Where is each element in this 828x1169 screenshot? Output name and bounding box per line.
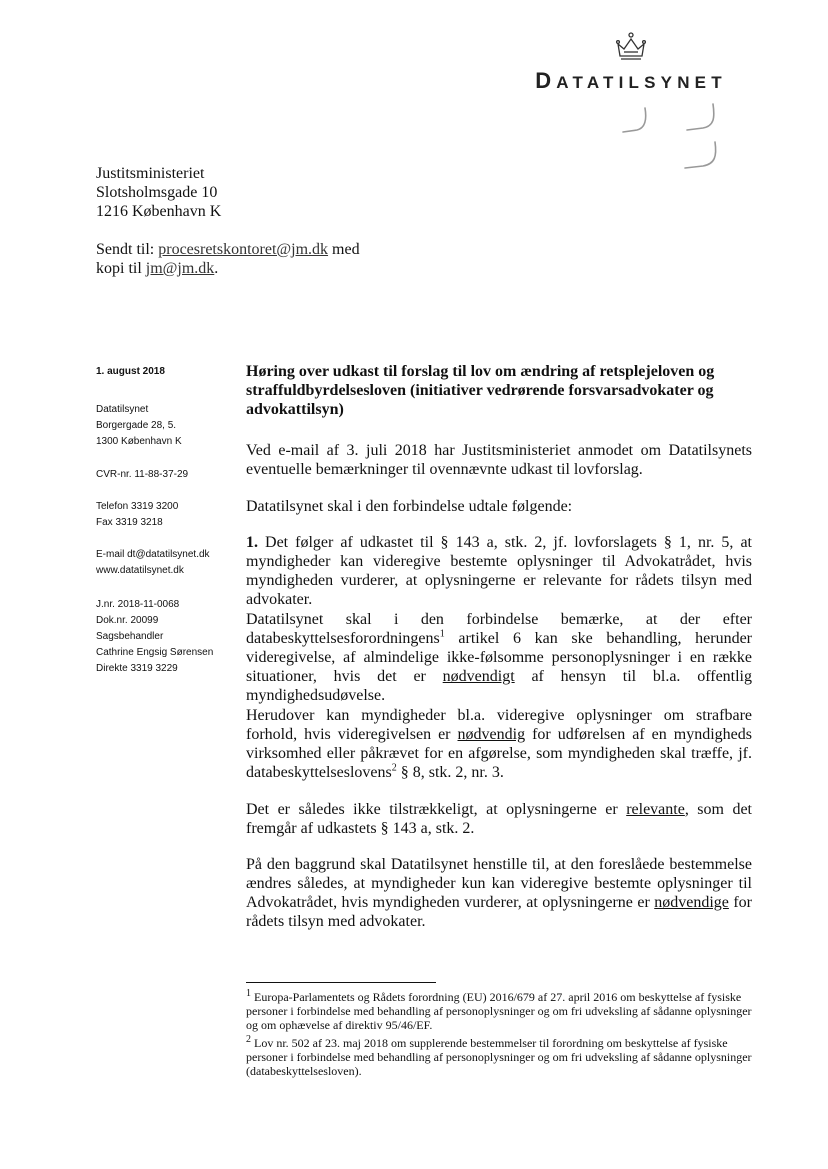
- paragraph: Datatilsynet skal i den forbindelse udtale følgende:: [246, 498, 573, 515]
- email-web: E-mail dt@datatilsynet.dk www.datatilsynet.dk: [96, 549, 210, 576]
- paragraph: Ved e-mail af 3. juli 2018 har Justitsministeriet anmodet om Datatilsynets eventuelle bemærkninger til ovennævnte udkast til lovforslag.: [246, 442, 752, 478]
- footnote-ref: 1: [439, 628, 445, 640]
- sender-address: Datatilsynet Borgergade 28, 5. 1300 København K: [96, 404, 182, 447]
- recipient-line: Justitsministeriet: [96, 165, 205, 182]
- sent-to-block: Sendt til: procesretskontoret@jm.dk med kopi til jm@jm.dk.: [96, 241, 360, 277]
- paragraph: Herudover kan myndigheder bl.a. videregive oplysninger om strafbare forhold, hvis videregivelsen er nødvendig for udførelsen af en myndigheds virksomhed eller påkrævet for en afgørelse, som myndigheden skal træffe, jf. databeskyttelseslovens$^2$ § 8, stk. 2, nr. 3.: [246, 707, 753, 781]
- email-link-jm[interactable]: jm@jm.dk: [145, 260, 215, 277]
- logo-wordmark: DATATILSYNET: [535, 68, 727, 93]
- datatilsynet-logo: [520, 30, 742, 94]
- paragraph: Det er således ikke tilstrækkeligt, at oplysningerne er relevante, som det fremgår af udkastets § 143 a, stk. 2.: [246, 801, 753, 837]
- recipient-address: [96, 164, 221, 221]
- footnote: $^2$ Lov nr. 502 af 23. maj 2018 om supplerende bestemmelser til forordning om beskyttelse af fysiske personer i forbindelse med behandling af personoplysninger og om fri udveksling af sådanne oplysninger (databeskyttelsesloven).: [246, 1034, 752, 1078]
- handwritten-marks-icon: [615, 100, 735, 180]
- recipient-line: 1216 København K: [96, 203, 222, 220]
- crown-icon: [614, 30, 648, 64]
- case-info: J.nr. 2018-11-0068 Dok.nr. 20099 Sagsbehandler Cathrine Engsig Sørensen Direkte 3319 3229: [96, 599, 214, 674]
- paragraph: 1. Det følger af udkastet til § 143 a, stk. 2, jf. lovforslagets § 1, nr. 5, at myndigheder kan videregive bestemte oplysninger til Advokatrådet, hvis myndigheden vurderer, at oplysningerne er relevante for rådets tilsyn med advokater.: [246, 534, 752, 608]
- letter-title: Høring over udkast til forslag til lov om ændring af retsplejeloven og straffuldbyrdelsesloven (initiativer vedrørende forsvarsadvokater og advokattilsyn): [246, 363, 715, 418]
- email-link-processret[interactable]: procesretskontoret@jm.dk: [158, 241, 329, 258]
- cvr-number: CVR-nr. 11-88-37-29: [96, 469, 189, 480]
- paragraph: På den baggrund skal Datatilsynet henstille til, at den foreslåede bestemmelse ændres således, at myndigheder kun kan videregive bestemte oplysninger til Advokatrådet, hvis myndigheden vurderer, at oplysningerne er nødvendige for rådets tilsyn med advokater.: [246, 856, 753, 930]
- recipient-line: Slotsholmsgade 10: [96, 184, 218, 201]
- footnote-ref: 2: [391, 762, 397, 774]
- letter-date: 1. august 2018: [96, 366, 165, 377]
- footnote: $^1$ Europa-Parlamentets og Rådets forordning (EU) 2016/679 af 27. april 2016 om beskyttelse af fysiske personer i forbindelse med behandling af personoplysninger og om fri udveksling af sådanne oplysninger og om ophævelse af direktiv 95/46/EF.: [246, 988, 752, 1032]
- phone-fax: Telefon 3319 3200 Fax 3319 3218: [96, 501, 179, 528]
- paragraph: Datatilsynet skal i den forbindelse bemærke, at der efter databeskyttelsesforordningens$^1$ artikel 6 kan ske behandling, herunder videregivelse, af almindelige ikke-følsomme personoplysninger i en række situationer, hvis det er nødvendigt af hensyn til bl.a. offentlig myndighedsudøvelse.: [246, 611, 753, 704]
- footnote-divider: [246, 982, 436, 983]
